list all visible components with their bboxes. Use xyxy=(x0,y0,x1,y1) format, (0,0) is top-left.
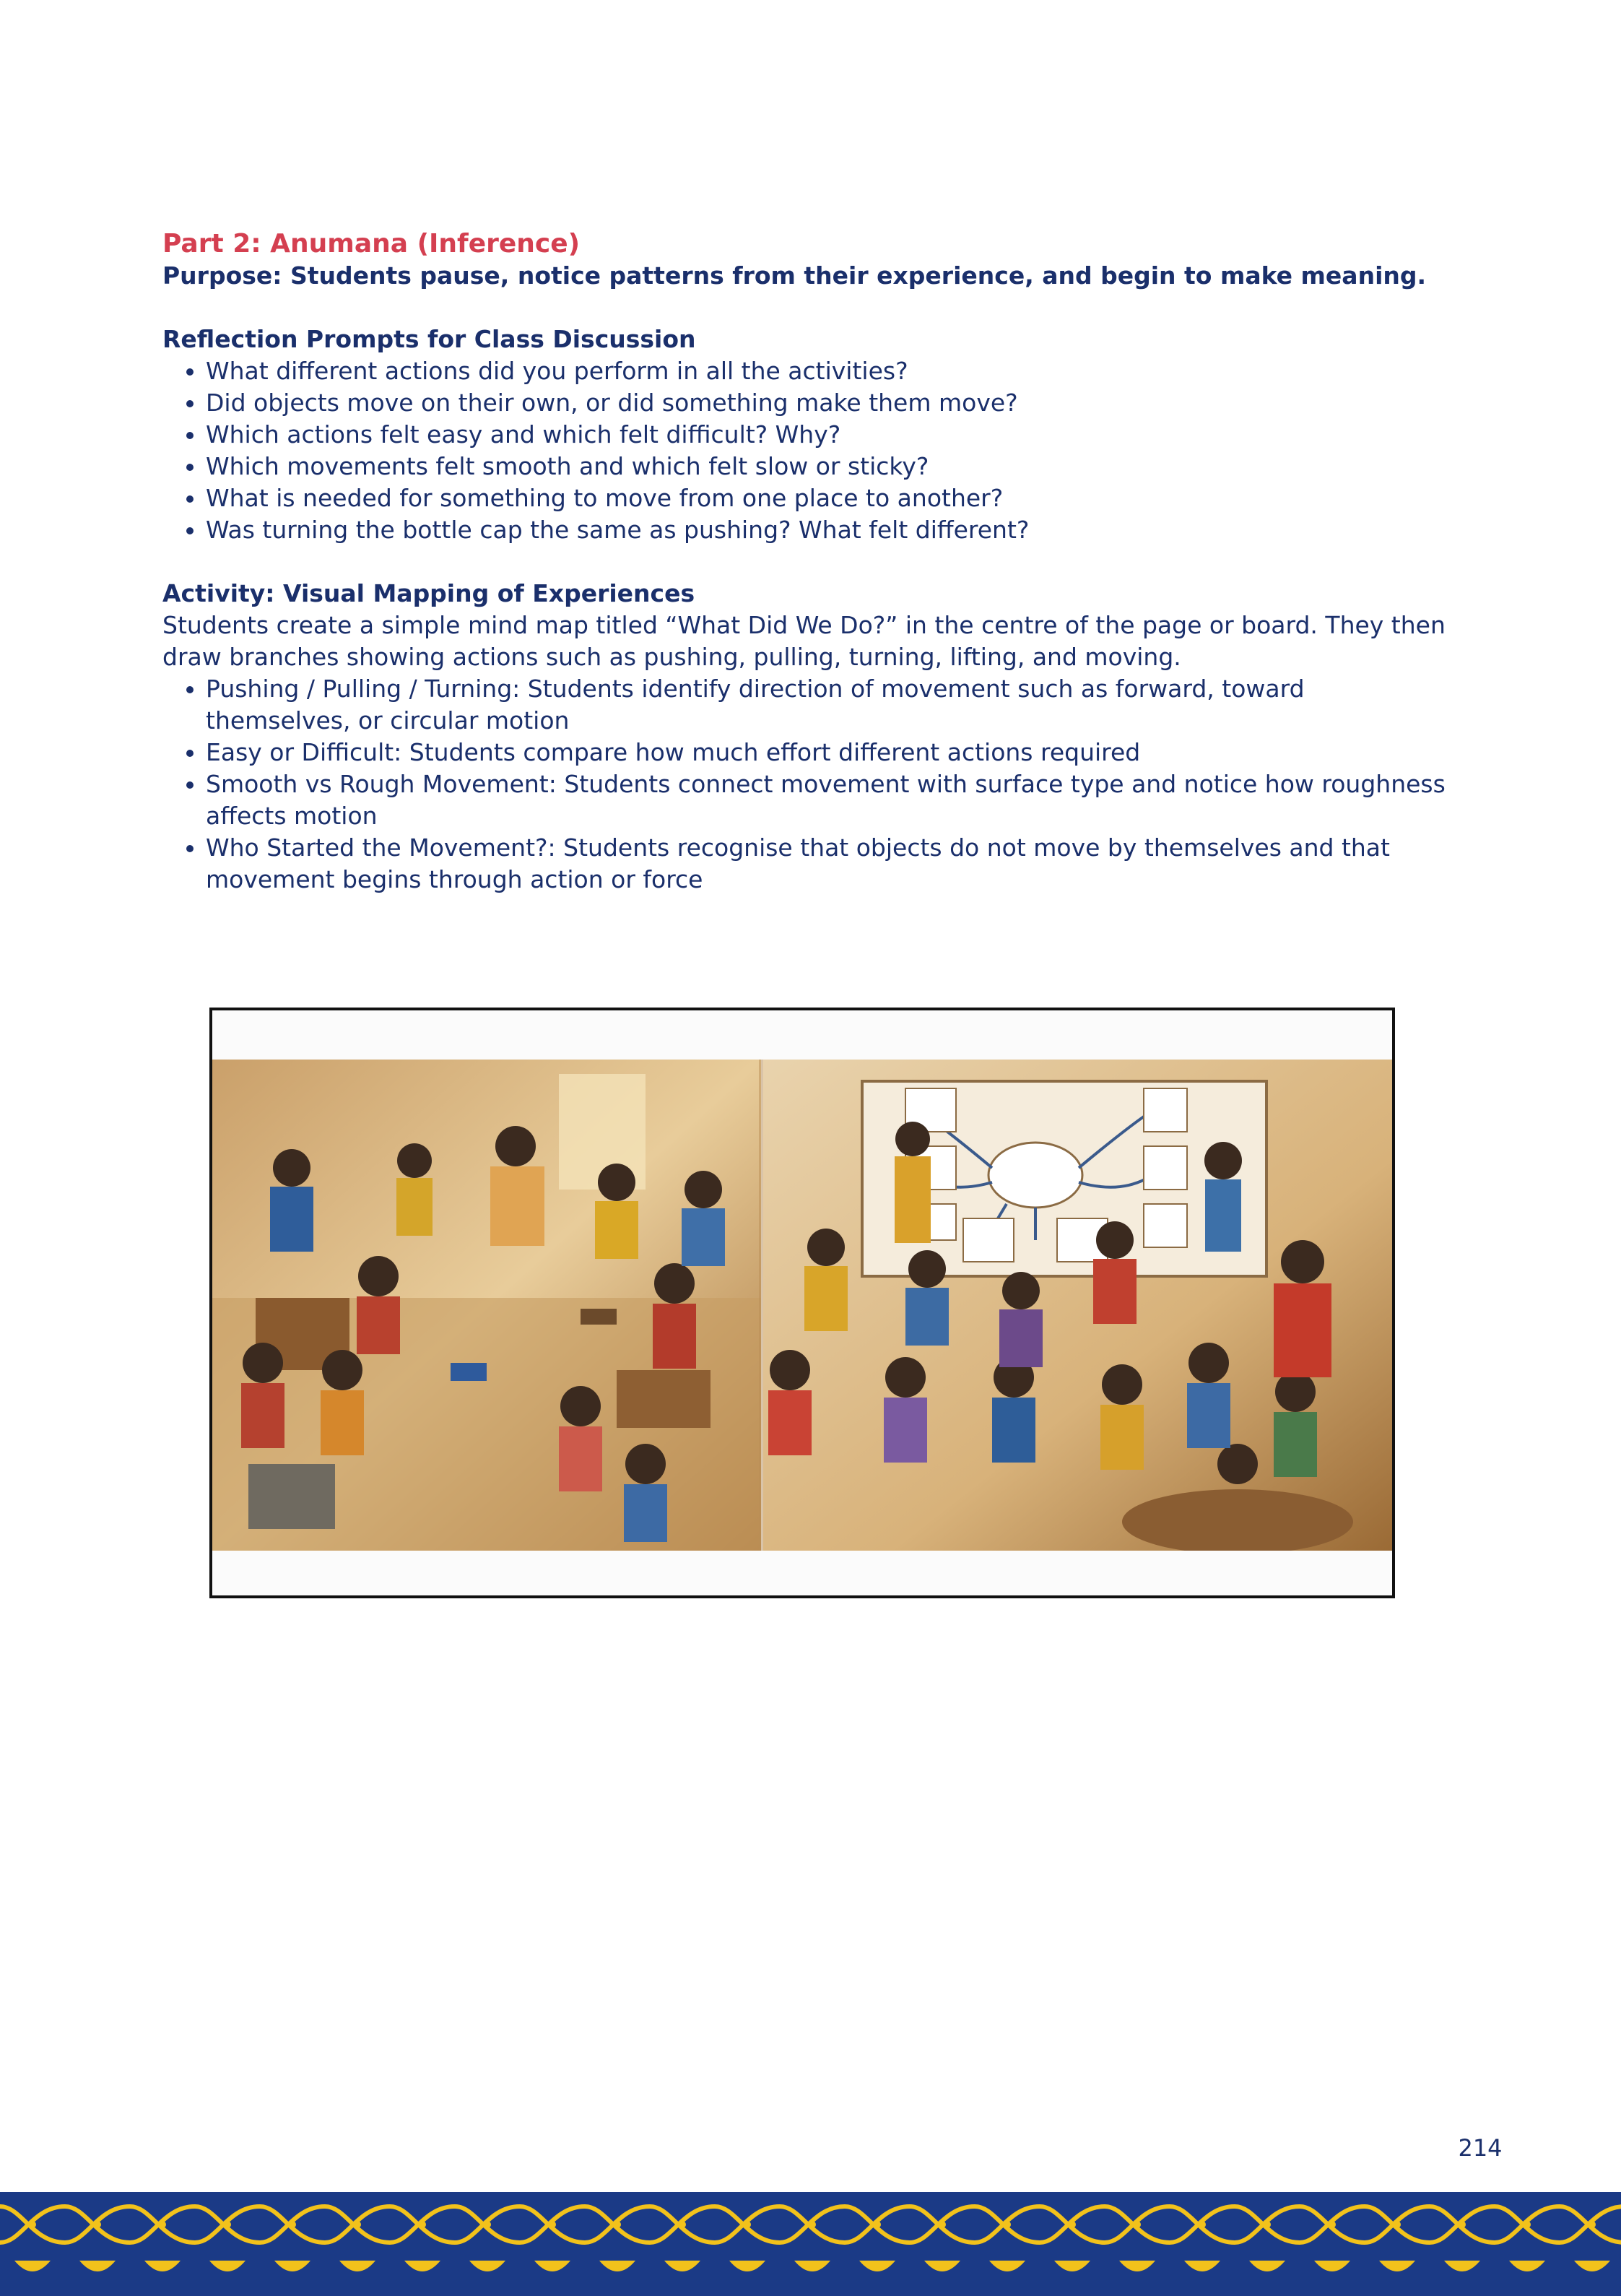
classroom-scene-image xyxy=(212,1060,1392,1551)
activity-heading: Activity: Visual Mapping of Experiences xyxy=(162,579,695,607)
reflection-heading: Reflection Prompts for Class Discussion xyxy=(162,325,696,353)
list-item: • What is needed for something to move from one place to another? xyxy=(206,482,1455,514)
list-item: • Easy or Difficult: Students compare how much effort different actions required xyxy=(206,737,1455,768)
decorative-pattern-icon xyxy=(0,2192,1621,2296)
purpose-statement: Purpose: Students pause, notice patterns from their experience, and begin to make meaning. xyxy=(162,261,1427,290)
list-item: • Was turning the bottle cap the same as pushing? What felt different? xyxy=(206,514,1455,546)
list-item: • What different actions did you perform in all the activities? xyxy=(206,355,1455,387)
list-item: • Did objects move on their own, or did something make them move? xyxy=(206,387,1455,419)
list-item: • Which actions felt easy and which felt difficult? Why? xyxy=(206,419,1455,451)
part-title: Part 2: Anumana (Inference) xyxy=(162,229,581,259)
list-item: • Who Started the Movement?: Students recognise that objects do not move by themselves and that movement begins through action or force xyxy=(206,832,1455,896)
list-item: • Which movements felt smooth and which felt slow or sticky? xyxy=(206,451,1455,482)
footer-decorative-band xyxy=(0,2192,1621,2296)
reflection-list xyxy=(162,355,1455,546)
list-item: • Smooth vs Rough Movement: Students connect movement with surface type and notice how roughness affects motion xyxy=(206,768,1455,832)
page-number: 214 xyxy=(1458,2134,1503,2162)
activity-list xyxy=(162,673,1455,896)
classroom-illustration xyxy=(209,1008,1395,1598)
activity-intro: Students create a simple mind map titled “What Did We Do?” in the centre of the page or board. They then draw branches showing actions such as pushing, pulling, turning, lifting, and moving. xyxy=(162,611,1446,671)
main-content xyxy=(162,228,1455,896)
list-item: • Pushing / Pulling / Turning: Students identify direction of movement such as forward, toward themselves, or circular motion xyxy=(206,673,1455,737)
